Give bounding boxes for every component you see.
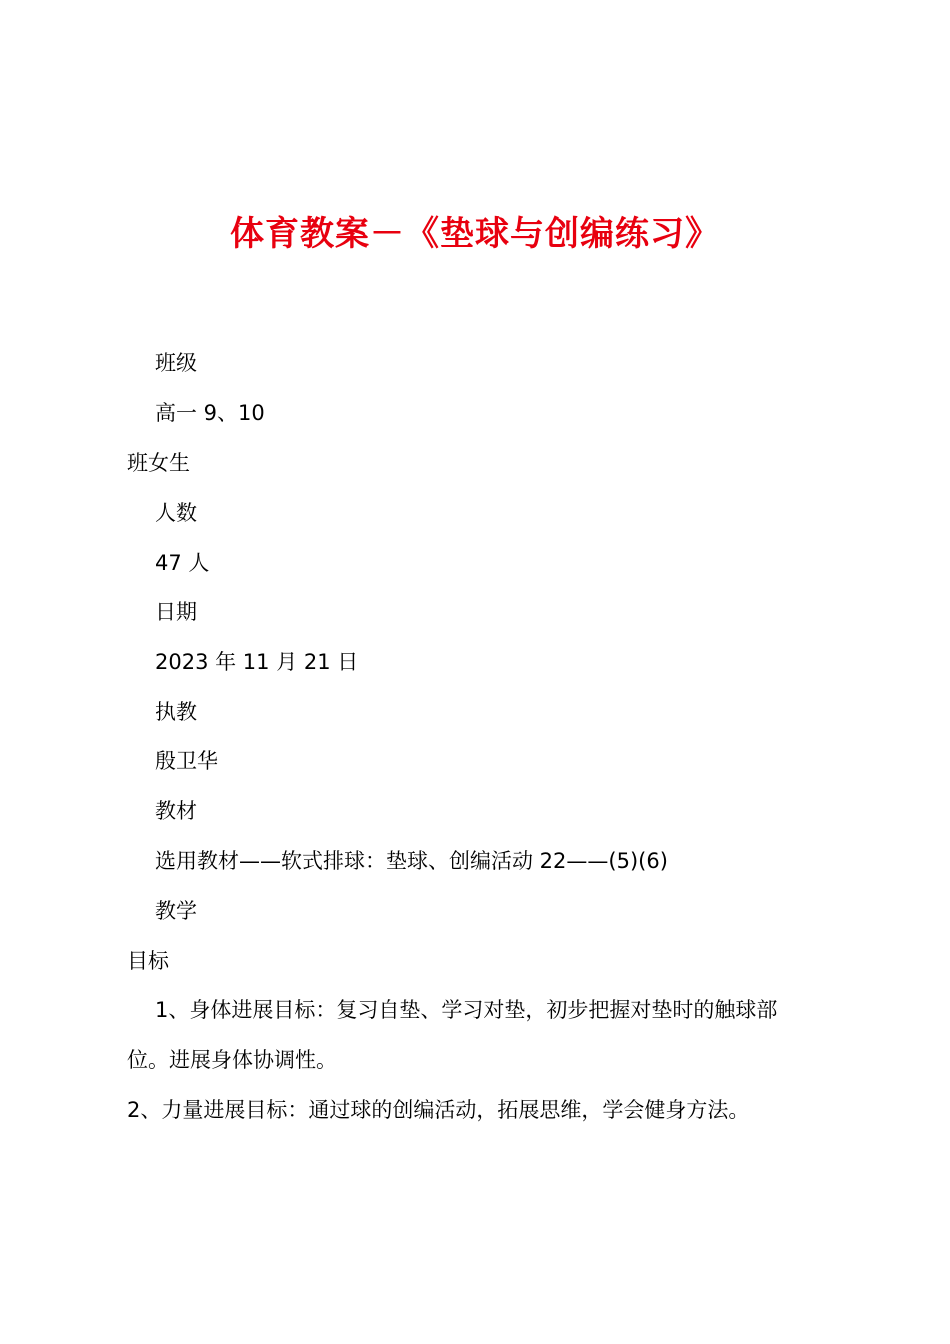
- text-line: 教材: [155, 799, 197, 823]
- text-line: 日期: [155, 600, 197, 624]
- text-line: 2、力量进展目标：通过球的创编活动，拓展思维，学会健身方法。: [127, 1098, 750, 1122]
- text-line: 2023 年 11 月 21 日: [155, 650, 359, 674]
- text-line: 教学: [155, 899, 197, 923]
- text-line: 班级: [155, 351, 197, 375]
- text-line: 人数: [155, 501, 197, 525]
- text-line: 殷卫华: [155, 749, 218, 773]
- text-line: 班女生: [127, 451, 190, 475]
- text-line: 选用教材——软式排球：垫球、创编活动 22——(5)(6): [155, 849, 668, 873]
- text-line: 47 人: [155, 551, 210, 575]
- text-line: 目标: [127, 949, 169, 973]
- text-line: 位。进展身体协调性。: [127, 1048, 337, 1072]
- text-line: 高一 9、10: [155, 401, 265, 425]
- text-line: 执教: [155, 700, 197, 724]
- text-line: 1、身体进展目标：复习自垫、学习对垫，初步把握对垫时的触球部: [155, 998, 778, 1022]
- document-title: 体育教案－《垫球与创编练习》: [230, 214, 720, 254]
